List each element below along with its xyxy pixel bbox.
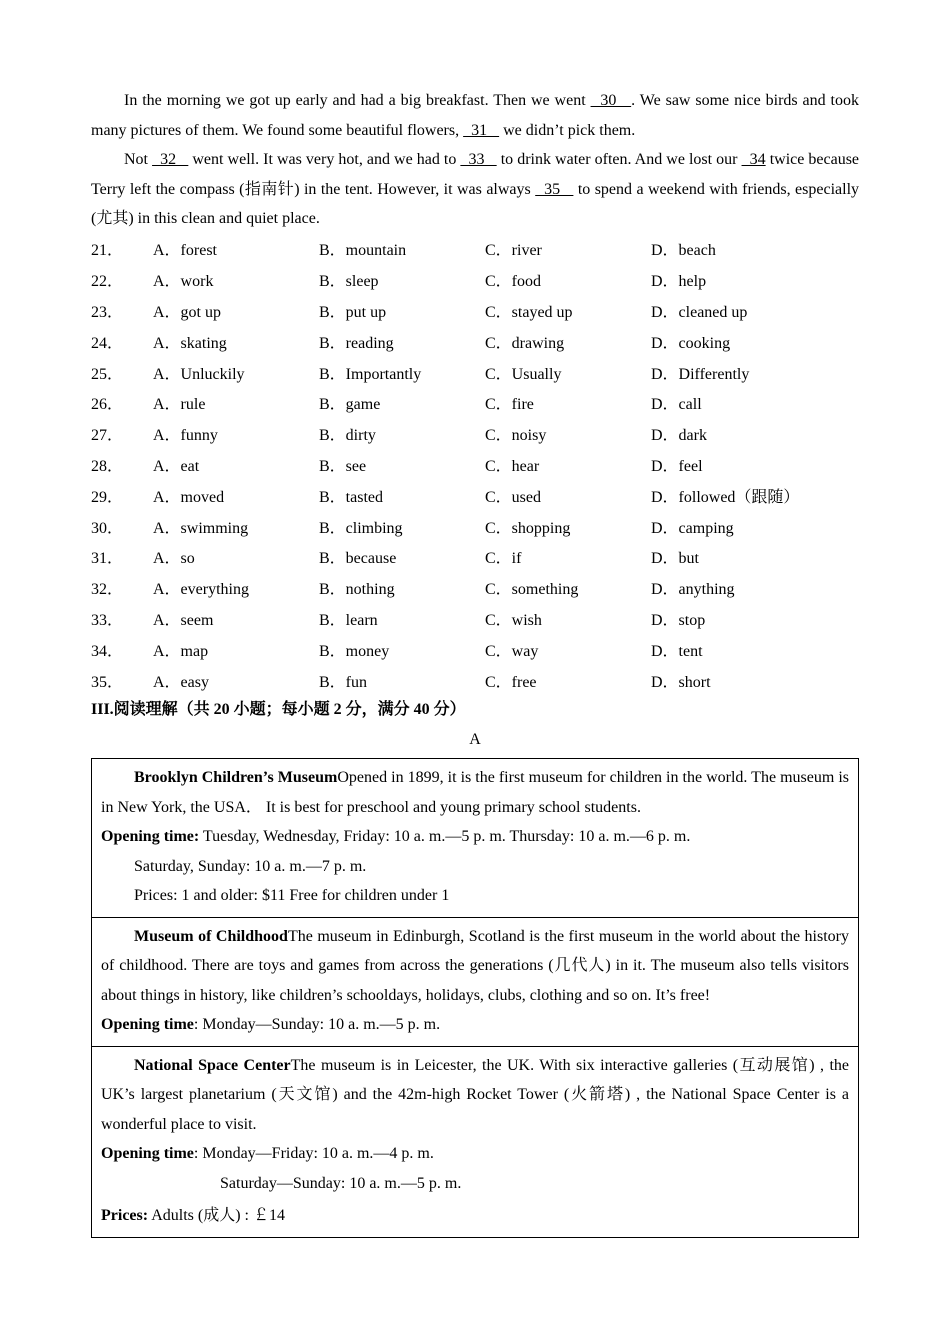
prices-label: Prices: <box>101 1207 149 1225</box>
option-c: C．wish <box>485 611 542 629</box>
question-number: 23． <box>91 303 124 321</box>
option-row-32 <box>91 572 859 603</box>
worksheet-page <box>91 86 859 1238</box>
option-a: A．seem <box>153 611 214 629</box>
question-number: 24． <box>91 334 124 352</box>
option-row-34 <box>91 634 859 665</box>
opening-time-label: Opening time <box>101 1016 194 1034</box>
option-b: B．learn <box>319 611 378 629</box>
question-number: 31． <box>91 550 124 568</box>
museum-name: Museum of Childhood <box>134 927 288 945</box>
option-d: D．stop <box>651 611 706 629</box>
option-c: C．hear <box>485 457 540 475</box>
option-a: A．moved <box>153 488 225 506</box>
option-b: B．sleep <box>319 273 379 291</box>
option-c: C．river <box>485 242 542 260</box>
blank-34: 34 <box>741 151 766 168</box>
option-row-30 <box>91 511 859 542</box>
option-d: D．Differently <box>651 365 750 383</box>
option-a: A．funny <box>153 427 218 445</box>
opening-time <box>101 1010 849 1040</box>
option-b: B．mountain <box>319 242 407 260</box>
option-b: B．because <box>319 550 397 568</box>
question-number: 26． <box>91 396 124 414</box>
option-c: C．drawing <box>485 334 565 352</box>
option-row-27 <box>91 418 859 449</box>
option-a: A．eat <box>153 457 200 475</box>
cloze-paragraph-1 <box>91 86 859 145</box>
option-b: B．fun <box>319 673 368 691</box>
option-c: C．food <box>485 273 542 291</box>
option-a: A．everything <box>153 581 249 599</box>
text-run: to drink water often. And we lost our <box>496 151 742 168</box>
option-c: C．Usually <box>485 365 562 383</box>
opening-time <box>101 1139 849 1169</box>
option-b: B．reading <box>319 334 394 352</box>
option-b: B．tasted <box>319 488 383 506</box>
museum-name: National Space Center <box>134 1056 291 1074</box>
option-d: D．call <box>651 396 702 414</box>
option-row-35 <box>91 665 859 696</box>
option-row-29 <box>91 480 859 511</box>
option-d: D．dark <box>651 427 707 445</box>
museum-cell-childhood <box>92 918 858 1047</box>
option-b: B．game <box>319 396 381 414</box>
opening-time-value: Tuesday, Wednesday, Friday: 10 a. m.—5 p. m. Thursday: 10 a. m.—6 p. m. <box>199 828 691 846</box>
weekend-time: Saturday, Sunday: 10 a. m.—7 p. m. <box>134 857 367 875</box>
museum-description <box>101 1051 849 1140</box>
question-number: 35． <box>91 673 124 691</box>
option-a: A．easy <box>153 673 209 691</box>
question-number: 22． <box>91 273 124 291</box>
option-d: D．help <box>651 273 707 291</box>
option-row-31 <box>91 541 859 572</box>
section-title: III.阅读理解（共 20 小题；每小题 2 分，满分 40 分） <box>91 701 466 719</box>
question-number: 21． <box>91 242 124 260</box>
option-a: A．so <box>153 550 195 568</box>
opening-time <box>101 822 849 852</box>
option-a: A．work <box>153 273 214 291</box>
prices: Prices: 1 and older: $11 Free for children under 1 <box>134 887 450 905</box>
option-a: A．skating <box>153 334 227 352</box>
question-number: 30． <box>91 519 124 537</box>
option-c: C．used <box>485 488 542 506</box>
option-row-28 <box>91 449 859 480</box>
option-a: A．swimming <box>153 519 249 537</box>
prices <box>101 1201 849 1231</box>
option-c: C．way <box>485 642 539 660</box>
option-d: D．tent <box>651 642 703 660</box>
option-a: A．map <box>153 642 209 660</box>
option-d: D．feel <box>651 457 703 475</box>
option-b: B．see <box>319 457 367 475</box>
museum-text: Opened in 1899, it is the first museum for children in the world. The museum is in New York, the USA． It is best for preschool and young primary school students. <box>101 769 849 816</box>
option-list <box>91 234 859 696</box>
opening-time-value: : Monday—Sunday: 10 a. m.—5 p. m. <box>193 1016 441 1034</box>
option-d: D．anything <box>651 581 735 599</box>
museum-text: The museum in Edinburgh, Scotland is the first museum in the world about the history of childhood. There are toys and games from across the generations (几代人) in it. The museum also tells visitors about things in history, like children’s schooldays, holidays, clubs, clothing and so on. It’s free! <box>101 927 850 1004</box>
text-run: Not <box>124 151 153 168</box>
museum-name: Brooklyn Children’s Museum <box>134 769 338 787</box>
option-row-33 <box>91 603 859 634</box>
option-c: C．shopping <box>485 519 571 537</box>
blank-31: 31 <box>463 121 500 139</box>
option-c: C．something <box>485 581 579 599</box>
option-b: B．nothing <box>319 581 395 599</box>
option-row-22 <box>91 264 859 295</box>
option-row-23 <box>91 295 859 326</box>
blank-33: 33 <box>460 151 497 168</box>
option-row-25 <box>91 357 859 388</box>
option-d: D．beach <box>651 242 716 260</box>
option-d: D．cleaned up <box>651 303 748 321</box>
question-number: 28． <box>91 457 124 475</box>
option-c: C．free <box>485 673 537 691</box>
question-number: 29． <box>91 488 124 506</box>
option-d: D．cooking <box>651 334 731 352</box>
option-d: D．short <box>651 673 711 691</box>
option-c: C．stayed up <box>485 303 573 321</box>
option-row-24 <box>91 326 859 357</box>
option-d: D．followed（跟随） <box>651 488 800 506</box>
question-number: 25． <box>91 365 124 383</box>
question-number: 27． <box>91 427 124 445</box>
option-d: D．camping <box>651 519 734 537</box>
question-number: 32． <box>91 581 124 599</box>
option-a: A．rule <box>153 396 206 414</box>
museum-description <box>101 763 849 822</box>
text-run: In the morning we got up early and had a big breakfast. Then we went <box>124 92 591 109</box>
museum-cell-brooklyn <box>92 759 858 918</box>
opening-time-label: Opening time: <box>101 828 200 846</box>
option-a: A．Unluckily <box>153 365 245 383</box>
cloze-paragraph-2 <box>91 145 859 234</box>
opening-time-label: Opening time <box>101 1145 194 1163</box>
option-b: B．dirty <box>319 427 376 445</box>
museum-text: The museum is in Leicester, the UK. With six interactive galleries (互动展馆) , the UK’s largest planetarium (天文馆) and the 42m-high Rocket Tower (火箭塔) , the National Space Center is a wonderful place to visit. <box>101 1056 849 1133</box>
museum-cell-space-center <box>92 1047 858 1237</box>
question-number: 33． <box>91 611 124 629</box>
option-a: A．forest <box>153 242 217 260</box>
option-c: C．if <box>485 550 522 568</box>
museum-description <box>101 922 849 1011</box>
blank-30: 30 <box>590 92 632 109</box>
text-run: went well. It was very hot, and we had to <box>188 151 461 168</box>
option-b: B．Importantly <box>319 365 422 383</box>
prices-value: Adults (成人) : ￡14 <box>148 1207 285 1225</box>
passage-label: A <box>469 731 481 749</box>
text-run: to spend a weekend with friends, especially (尤其) in this clean and quiet place. <box>91 180 860 227</box>
weekend-time: Saturday—Sunday: 10 a. m.—5 p. m. <box>220 1174 462 1192</box>
text-run: we didn’t pick them. <box>499 121 636 139</box>
text-run: twice because Terry left the compass (指南针) in the tent. However, it was always <box>91 151 860 198</box>
question-number: 34． <box>91 642 124 660</box>
option-b: B．money <box>319 642 390 660</box>
option-b: B．climbing <box>319 519 403 537</box>
blank-35: 35 <box>535 180 574 198</box>
option-row-21 <box>91 234 859 265</box>
option-c: C．noisy <box>485 427 547 445</box>
option-d: D．but <box>651 550 700 568</box>
option-a: A．got up <box>153 303 222 321</box>
text-run: . We saw some nice birds and took many pictures of them. We found some beautiful flowers, <box>91 92 860 139</box>
museum-table <box>91 758 859 1238</box>
opening-time-value: : Monday—Friday: 10 a. m.—4 p. m. <box>193 1145 434 1163</box>
blank-32: 32 <box>152 151 189 168</box>
option-row-26 <box>91 387 859 418</box>
option-c: C．fire <box>485 396 534 414</box>
option-b: B．put up <box>319 303 387 321</box>
